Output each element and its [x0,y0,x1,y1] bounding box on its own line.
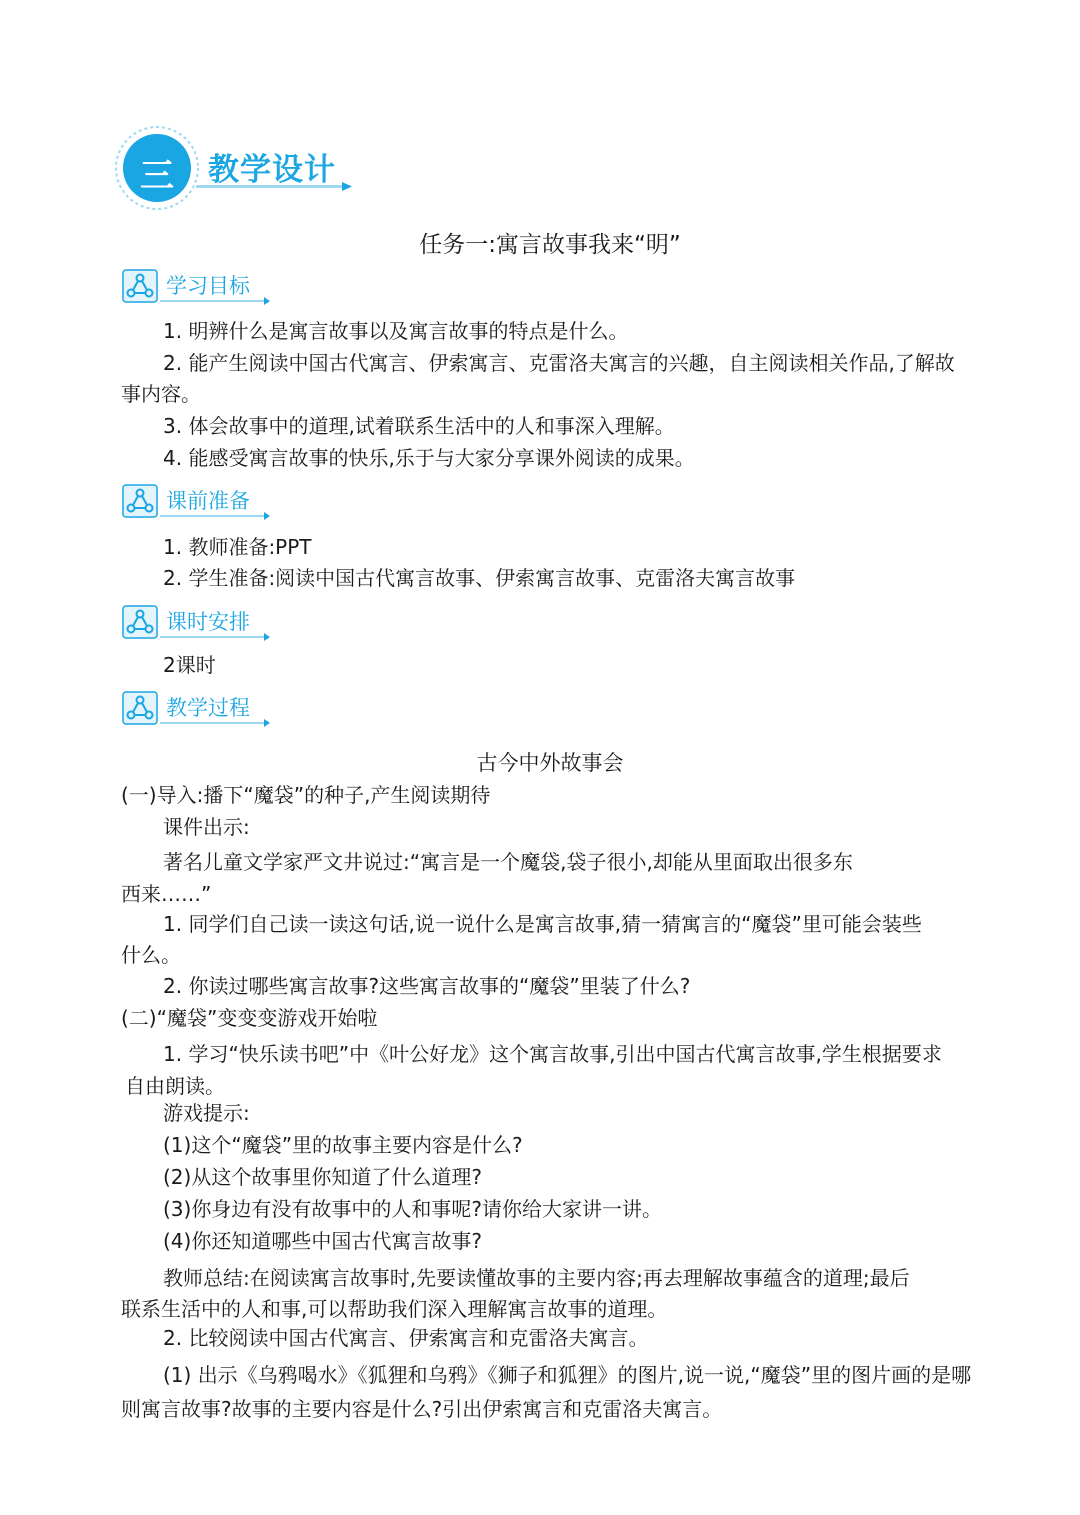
process-line: 2. 你读过哪些寓言故事?这些寓言故事的“魔袋”里装了什么? [163,974,691,998]
process-line: (2)从这个故事里你知道了什么道理? [163,1165,482,1189]
process-line: (4)你还知道哪些中国古代寓言故事? [163,1229,482,1253]
goal-item: 1. 明辨什么是寓言故事以及寓言故事的特点是什么。 [163,319,629,343]
process-line: (1)这个“魔袋”里的故事主要内容是什么? [163,1133,523,1157]
section-heading-prep [120,481,280,523]
process-line: 2. 比较阅读中国古代寓言、伊索寓言和克雷洛夫寓言。 [163,1326,649,1350]
process-line: (1) 出示《乌鸦喝水》《狐狸和乌鸦》《狮子和狐狸》的图片,说一说,“魔袋”里的图片画的是哪 [163,1363,972,1387]
process-line: 1. 同学们自己读一读这句话,说一说什么是寓言故事,猜一猜寓言的“魔袋”里可能会装些 [163,912,922,936]
task-title: 任务一:寓言故事我来“明” [419,232,681,258]
process-line: 则寓言故事?故事的主要内容是什么?引出伊索寓言和克雷洛夫寓言。 [121,1397,723,1421]
process-line: (二)“魔袋”变变变游戏开始啦 [121,1006,378,1030]
process-line: 著名儿童文学家严文井说过:“寓言是一个魔袋,袋子很小,却能从里面取出很多东 [163,850,853,874]
section-label: 课前准备 [166,489,250,513]
schedule-value: 2课时 [163,653,216,677]
chapter-title: 教学设计 [208,152,336,188]
goal-item-continued: 事内容。 [121,382,201,406]
section-label: 课时安排 [166,610,250,634]
process-line: 课件出示: [163,815,250,839]
process-line: 教师总结:在阅读寓言故事时,先要读懂故事的主要内容;再去理解故事蕴含的道理;最后 [163,1266,910,1290]
section-label: 教学过程 [166,696,250,720]
prep-item: 1. 教师准备:PPT [163,535,312,559]
process-line: 游戏提示: [163,1101,250,1125]
process-line: 联系生活中的人和事,可以帮助我们深入理解寓言故事的道理。 [121,1297,668,1321]
process-line: 1. 学习“快乐读书吧”中《叶公好龙》这个寓言故事,引出中国古代寓言故事,学生根据要求 [163,1042,942,1066]
prep-item: 2. 学生准备:阅读中国古代寓言故事、伊索寓言故事、克雷洛夫寓言故事 [163,566,796,590]
goal-item: 3. 体会故事中的道理,试着联系生活中的人和事深入理解。 [163,414,675,438]
section-heading-goals [120,266,280,308]
goal-item: 2. 能产生阅读中国古代寓言、伊索寓言、克雷洛夫寓言的兴趣，自主阅读相关作品,了解故 [163,351,955,375]
section-label: 学习目标 [166,274,250,298]
process-line: (3)你身边有没有故事中的人和事呢?请你给大家讲一讲。 [163,1197,662,1221]
section-heading-process [120,688,280,730]
chapter-heading [112,122,362,218]
process-line: 什么。 [121,943,181,967]
chapter-number: 三 [140,156,174,196]
process-line: (一)导入:播下“魔袋”的种子,产生阅读期待 [121,783,491,807]
process-line: 自由朗读。 [125,1074,225,1098]
goal-item: 4. 能感受寓言故事的快乐,乐于与大家分享课外阅读的成果。 [163,446,695,470]
process-subtitle: 古今中外故事会 [476,751,624,775]
process-line: 西来……” [121,882,212,906]
section-heading-schedule [120,602,280,644]
